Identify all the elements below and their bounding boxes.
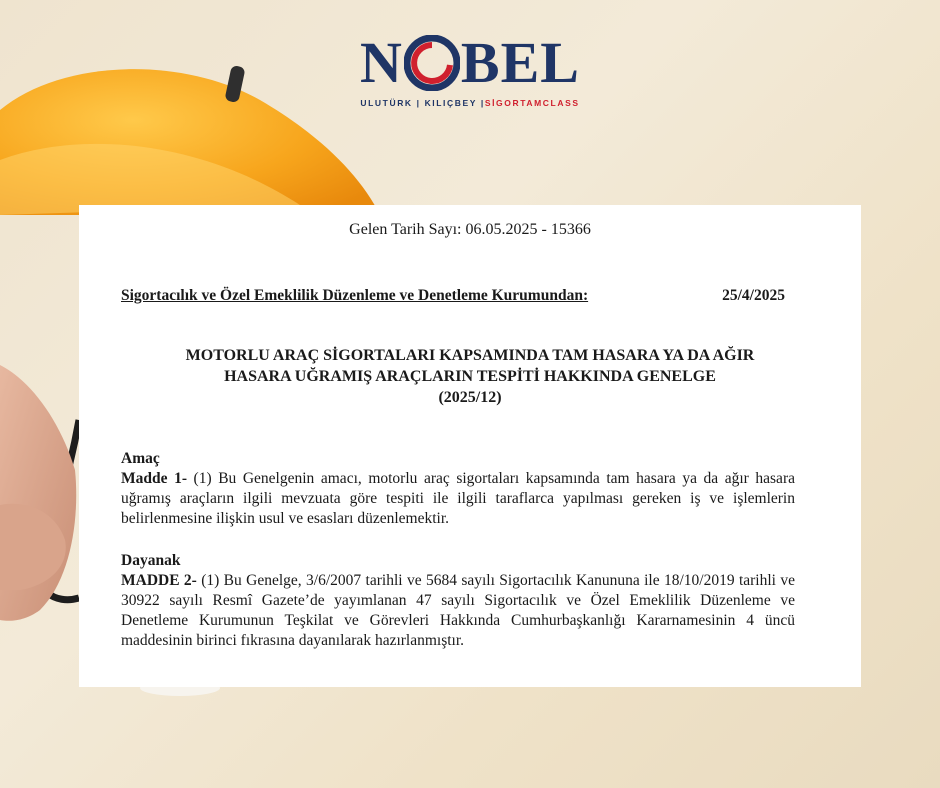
nobel-logo [340, 30, 600, 108]
section-amac [121, 449, 795, 529]
section-body [121, 469, 795, 529]
logo-letters-bel: BEL [460, 30, 580, 95]
section-dayanak [121, 551, 795, 651]
article-text: (1) Bu Genelgenin amacı, motorlu araç sigortaları kapsamında tam hasara ya da ağır hasara uğramış araçların ilgili mevzuata göre tespiti ile ilgili taraflarca yapılması gereken iş ve işlemlerin belirlenmesine ilişkin usul ve esasları düzenlemektir. [121, 470, 795, 527]
title-line: MOTORLU ARAÇ SİGORTALARI KAPSAMINDA TAM HASARA YA DA AĞIR [185, 347, 755, 364]
logo-wordmark [340, 30, 600, 95]
logo-tagline: ULUTÜRK | KILIÇBEY |SİGORTAMCLASS [360, 98, 580, 108]
article-label: MADDE 2- [121, 572, 197, 589]
title-line: (2025/12) [438, 389, 502, 406]
document-page [79, 205, 861, 687]
section-body [121, 571, 795, 651]
section-heading: Amaç [121, 450, 160, 467]
document-date: 25/4/2025 [722, 287, 785, 304]
document-title [119, 345, 821, 408]
article-text: (1) Bu Genelge, 3/6/2007 tarihli ve 5684 sayılı Sigortacılık Kanununa ile 18/10/2019 tarihli ve 30922 sayılı Resmî Gazete’de yayımlanan 47 sayılı Sigortacılık ve Özel Emeklilik Düzenleme ve Denetleme Kurumunun Teşkilat ve Görevleri Hakkında Cumhurbaşkanlığı Kararnamesinin 4 üncü maddesinin birinci fıkrasına dayanılarak hazırlanmıştır. [121, 572, 795, 649]
received-date-line: Gelen Tarih Sayı: 06.05.2025 - 15366 [349, 221, 591, 238]
logo-letter-n: N [360, 30, 403, 95]
article-label: Madde 1- [121, 470, 187, 487]
section-heading: Dayanak [121, 552, 181, 569]
issuing-authority: Sigortacılık ve Özel Emeklilik Düzenleme ve Denetleme Kurumundan: [121, 287, 589, 304]
logo-o-mark-icon [404, 35, 460, 91]
title-line: HASARA UĞRAMIŞ ARAÇLARIN TESPİTİ HAKKINDA GENELGE [224, 368, 716, 385]
